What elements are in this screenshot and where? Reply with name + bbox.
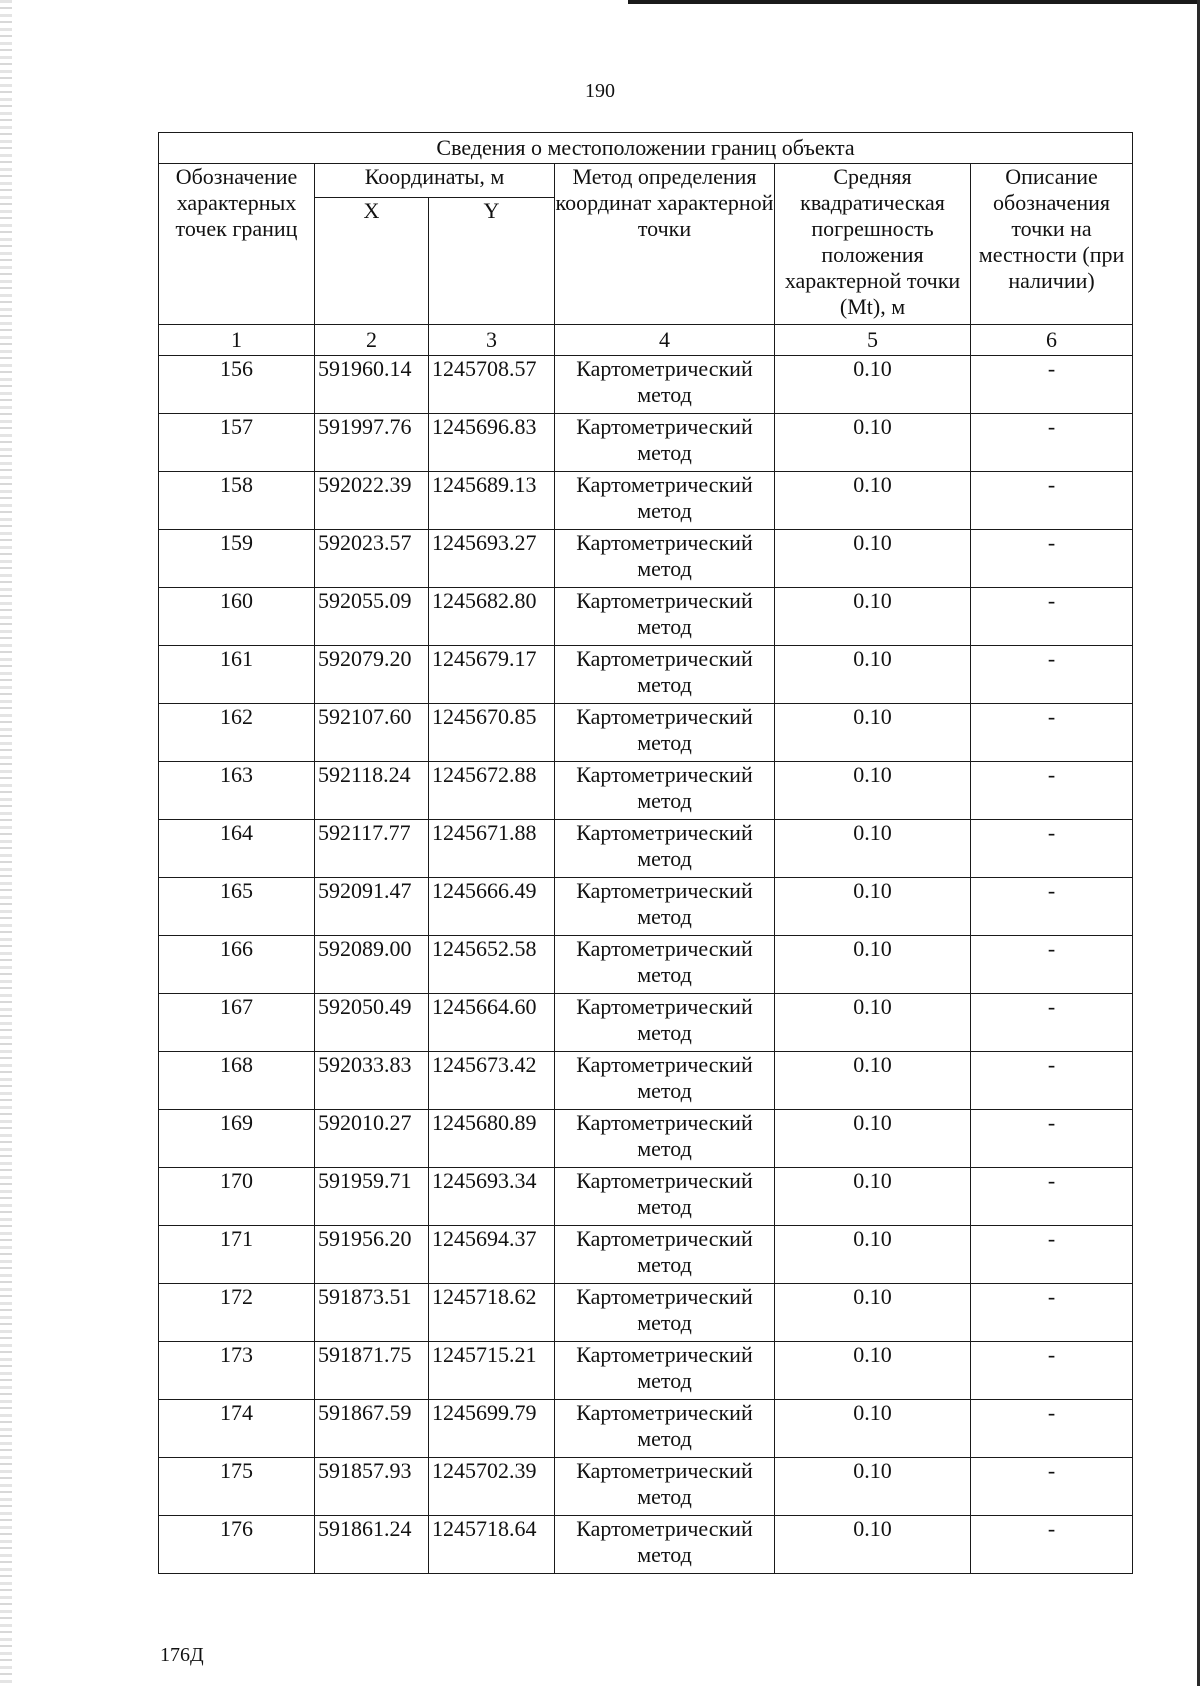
- error-cell: 0.10: [775, 1342, 971, 1400]
- y-coordinate-cell: 1245694.37: [429, 1226, 555, 1284]
- description-cell: -: [971, 646, 1133, 704]
- description-cell: -: [971, 704, 1133, 762]
- x-coordinate-cell: 591857.93: [315, 1458, 429, 1516]
- table-body: [159, 356, 1133, 1574]
- column-number: 3: [429, 325, 555, 356]
- point-cell: 176: [159, 1516, 315, 1574]
- table-row: [159, 1284, 1133, 1342]
- method-cell: Картометрический метод: [555, 1342, 775, 1400]
- method-cell: Картометрический метод: [555, 588, 775, 646]
- y-coordinate-cell: 1245699.79: [429, 1400, 555, 1458]
- point-cell: 162: [159, 704, 315, 762]
- y-coordinate-cell: 1245693.34: [429, 1168, 555, 1226]
- y-coordinate-cell: 1245666.49: [429, 878, 555, 936]
- y-coordinate-cell: 1245718.62: [429, 1284, 555, 1342]
- y-coordinate-cell: 1245652.58: [429, 936, 555, 994]
- y-coordinate-cell: 1245702.39: [429, 1458, 555, 1516]
- page-number: 190: [585, 80, 615, 102]
- point-cell: 159: [159, 530, 315, 588]
- point-cell: 164: [159, 820, 315, 878]
- point-cell: 167: [159, 994, 315, 1052]
- method-cell: Картометрический метод: [555, 1226, 775, 1284]
- method-cell: Картометрический метод: [555, 530, 775, 588]
- table-row: [159, 1458, 1133, 1516]
- method-cell: Картометрический метод: [555, 1516, 775, 1574]
- x-coordinate-cell: 592033.83: [315, 1052, 429, 1110]
- table-row: [159, 1516, 1133, 1574]
- method-cell: Картометрический метод: [555, 414, 775, 472]
- method-cell: Картометрический метод: [555, 1458, 775, 1516]
- x-coordinate-cell: 591867.59: [315, 1400, 429, 1458]
- header-coords: Координаты, м: [315, 164, 555, 198]
- column-number: 4: [555, 325, 775, 356]
- table-row: [159, 646, 1133, 704]
- table-row: [159, 356, 1133, 414]
- method-cell: Картометрический метод: [555, 994, 775, 1052]
- column-number: 2: [315, 325, 429, 356]
- column-number: 6: [971, 325, 1133, 356]
- point-cell: 174: [159, 1400, 315, 1458]
- x-coordinate-cell: 592118.24: [315, 762, 429, 820]
- point-cell: 156: [159, 356, 315, 414]
- error-cell: 0.10: [775, 530, 971, 588]
- description-cell: -: [971, 472, 1133, 530]
- header-description: Описание обозначения точки на местности (при наличии): [971, 164, 1133, 325]
- description-cell: -: [971, 414, 1133, 472]
- header-y: Y: [429, 198, 555, 325]
- table-row: [159, 878, 1133, 936]
- table-row: [159, 820, 1133, 878]
- header-point: Обозначение характерных точек границ: [159, 164, 315, 325]
- y-coordinate-cell: 1245664.60: [429, 994, 555, 1052]
- error-cell: 0.10: [775, 936, 971, 994]
- error-cell: 0.10: [775, 878, 971, 936]
- x-coordinate-cell: 592022.39: [315, 472, 429, 530]
- y-coordinate-cell: 1245696.83: [429, 414, 555, 472]
- description-cell: -: [971, 994, 1133, 1052]
- y-coordinate-cell: 1245670.85: [429, 704, 555, 762]
- method-cell: Картометрический метод: [555, 472, 775, 530]
- description-cell: -: [971, 878, 1133, 936]
- error-cell: 0.10: [775, 994, 971, 1052]
- y-coordinate-cell: 1245718.64: [429, 1516, 555, 1574]
- table-row: [159, 704, 1133, 762]
- point-cell: 163: [159, 762, 315, 820]
- description-cell: -: [971, 588, 1133, 646]
- description-cell: -: [971, 1110, 1133, 1168]
- y-coordinate-cell: 1245693.27: [429, 530, 555, 588]
- method-cell: Картометрический метод: [555, 1168, 775, 1226]
- description-cell: -: [971, 1400, 1133, 1458]
- description-cell: -: [971, 1284, 1133, 1342]
- method-cell: Картометрический метод: [555, 1400, 775, 1458]
- header-method: Метод определения координат характерной точки: [555, 164, 775, 325]
- error-cell: 0.10: [775, 820, 971, 878]
- error-cell: 0.10: [775, 704, 971, 762]
- description-cell: -: [971, 936, 1133, 994]
- header-x: X: [315, 198, 429, 325]
- description-cell: -: [971, 1342, 1133, 1400]
- table-row: [159, 1168, 1133, 1226]
- point-cell: 161: [159, 646, 315, 704]
- description-cell: -: [971, 530, 1133, 588]
- x-coordinate-cell: 591861.24: [315, 1516, 429, 1574]
- table-caption: Сведения о местоположении границ объекта: [159, 133, 1133, 164]
- table-row: [159, 588, 1133, 646]
- point-cell: 158: [159, 472, 315, 530]
- method-cell: Картометрический метод: [555, 936, 775, 994]
- y-coordinate-cell: 1245708.57: [429, 356, 555, 414]
- x-coordinate-cell: 591959.71: [315, 1168, 429, 1226]
- x-coordinate-cell: 592010.27: [315, 1110, 429, 1168]
- description-cell: -: [971, 1168, 1133, 1226]
- y-coordinate-cell: 1245672.88: [429, 762, 555, 820]
- description-cell: -: [971, 1052, 1133, 1110]
- y-coordinate-cell: 1245671.88: [429, 820, 555, 878]
- boundary-points-table: [158, 132, 1133, 1574]
- x-coordinate-cell: 591873.51: [315, 1284, 429, 1342]
- error-cell: 0.10: [775, 414, 971, 472]
- point-cell: 175: [159, 1458, 315, 1516]
- error-cell: 0.10: [775, 1226, 971, 1284]
- table-row: [159, 1052, 1133, 1110]
- error-cell: 0.10: [775, 1110, 971, 1168]
- table-row: [159, 1400, 1133, 1458]
- error-cell: 0.10: [775, 472, 971, 530]
- x-coordinate-cell: 592055.09: [315, 588, 429, 646]
- method-cell: Картометрический метод: [555, 1110, 775, 1168]
- x-coordinate-cell: 591960.14: [315, 356, 429, 414]
- point-cell: 173: [159, 1342, 315, 1400]
- method-cell: Картометрический метод: [555, 820, 775, 878]
- error-cell: 0.10: [775, 1516, 971, 1574]
- scan-left-edge: [0, 0, 12, 1686]
- header-error: Средняя квадратическая погрешность положения характерной точки (Mt), м: [775, 164, 971, 325]
- error-cell: 0.10: [775, 1284, 971, 1342]
- y-coordinate-cell: 1245682.80: [429, 588, 555, 646]
- x-coordinate-cell: 592023.57: [315, 530, 429, 588]
- column-number-row: [159, 325, 1133, 356]
- point-cell: 166: [159, 936, 315, 994]
- x-coordinate-cell: 591956.20: [315, 1226, 429, 1284]
- error-cell: 0.10: [775, 646, 971, 704]
- x-coordinate-cell: 592091.47: [315, 878, 429, 936]
- table-row: [159, 1110, 1133, 1168]
- y-coordinate-cell: 1245715.21: [429, 1342, 555, 1400]
- y-coordinate-cell: 1245689.13: [429, 472, 555, 530]
- table-row: [159, 472, 1133, 530]
- description-cell: -: [971, 1226, 1133, 1284]
- point-cell: 169: [159, 1110, 315, 1168]
- point-cell: 170: [159, 1168, 315, 1226]
- y-coordinate-cell: 1245679.17: [429, 646, 555, 704]
- error-cell: 0.10: [775, 762, 971, 820]
- point-cell: 172: [159, 1284, 315, 1342]
- description-cell: -: [971, 820, 1133, 878]
- error-cell: 0.10: [775, 1168, 971, 1226]
- method-cell: Картометрический метод: [555, 356, 775, 414]
- table-row: [159, 530, 1133, 588]
- x-coordinate-cell: 592079.20: [315, 646, 429, 704]
- column-number: 1: [159, 325, 315, 356]
- x-coordinate-cell: 592089.00: [315, 936, 429, 994]
- description-cell: -: [971, 1516, 1133, 1574]
- method-cell: Картометрический метод: [555, 1284, 775, 1342]
- table-row: [159, 762, 1133, 820]
- x-coordinate-cell: 591871.75: [315, 1342, 429, 1400]
- y-coordinate-cell: 1245673.42: [429, 1052, 555, 1110]
- table-row: [159, 994, 1133, 1052]
- method-cell: Картометрический метод: [555, 646, 775, 704]
- x-coordinate-cell: 591997.76: [315, 414, 429, 472]
- method-cell: Картометрический метод: [555, 762, 775, 820]
- x-coordinate-cell: 592050.49: [315, 994, 429, 1052]
- point-cell: 168: [159, 1052, 315, 1110]
- point-cell: 171: [159, 1226, 315, 1284]
- error-cell: 0.10: [775, 1400, 971, 1458]
- point-cell: 157: [159, 414, 315, 472]
- error-cell: 0.10: [775, 588, 971, 646]
- y-coordinate-cell: 1245680.89: [429, 1110, 555, 1168]
- x-coordinate-cell: 592107.60: [315, 704, 429, 762]
- method-cell: Картометрический метод: [555, 704, 775, 762]
- error-cell: 0.10: [775, 1052, 971, 1110]
- table-row: [159, 1342, 1133, 1400]
- table-row: [159, 1226, 1133, 1284]
- method-cell: Картометрический метод: [555, 878, 775, 936]
- document-code: 176Д: [160, 1644, 204, 1666]
- error-cell: 0.10: [775, 356, 971, 414]
- description-cell: -: [971, 1458, 1133, 1516]
- point-cell: 160: [159, 588, 315, 646]
- description-cell: -: [971, 356, 1133, 414]
- table-row: [159, 936, 1133, 994]
- description-cell: -: [971, 762, 1133, 820]
- error-cell: 0.10: [775, 1458, 971, 1516]
- table-row: [159, 414, 1133, 472]
- column-number: 5: [775, 325, 971, 356]
- scan-top-bar: [628, 0, 1200, 4]
- x-coordinate-cell: 592117.77: [315, 820, 429, 878]
- method-cell: Картометрический метод: [555, 1052, 775, 1110]
- point-cell: 165: [159, 878, 315, 936]
